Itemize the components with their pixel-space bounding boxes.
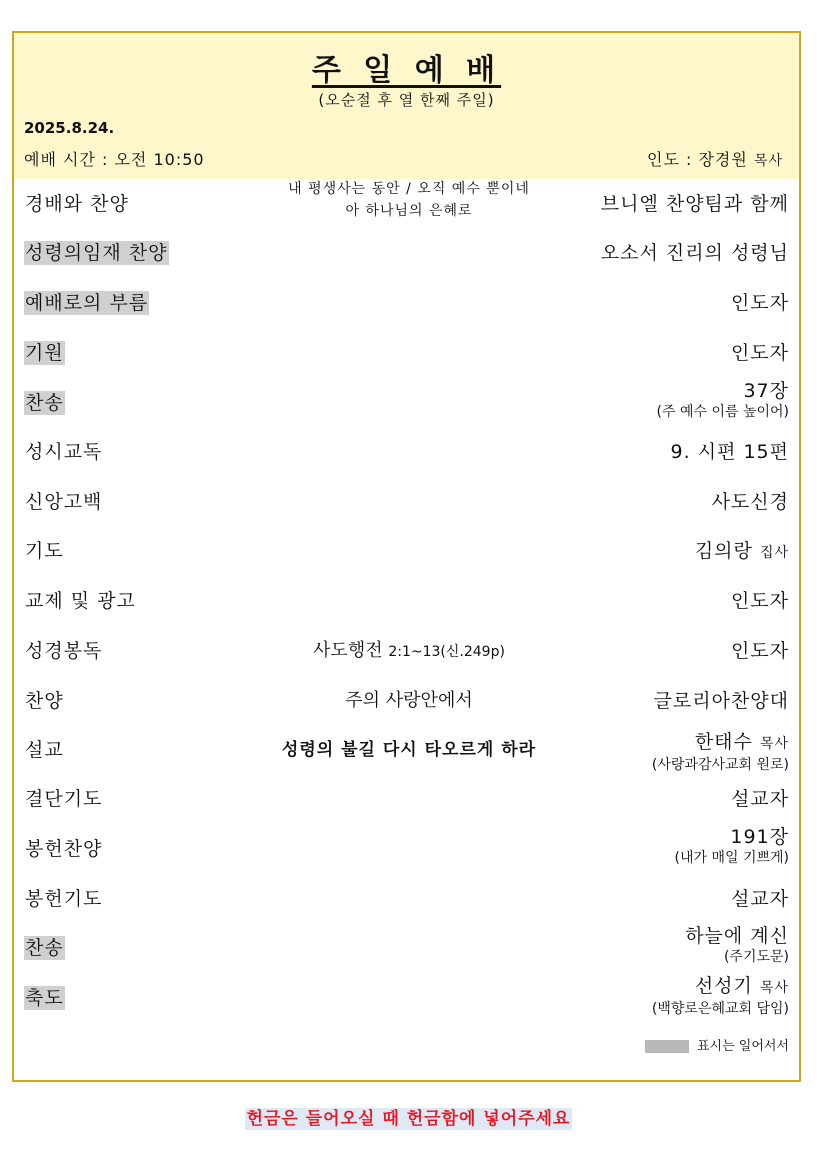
order-right: 글로리아찬양대 (653, 690, 789, 712)
order-label: 찬양 (25, 690, 64, 712)
order-right: 한태수 목사 (사랑과감사교회 원로) (651, 731, 789, 773)
order-right: 오소서 진리의 성령님 (600, 242, 789, 264)
order-right: 김의랑 집사 (694, 540, 789, 562)
order-right: 인도자 (730, 292, 789, 314)
gray-swatch-icon (645, 1040, 689, 1053)
order-right: 하늘에 계신 (주기도문) (685, 925, 789, 965)
order-right: 브니엘 찬양팀과 함께 (600, 193, 789, 215)
order-middle: 사도행전 2:1~13(신.249p) (313, 640, 505, 661)
order-note: (내가 매일 기쁘게) (674, 850, 789, 866)
header-section (14, 33, 799, 179)
order-right: 설교자 (730, 888, 789, 910)
order-label: 축도 (25, 987, 64, 1009)
order-note: (사랑과감사교회 원로) (651, 757, 789, 773)
subtitle: (오순절 후 열 한째 주일) (318, 91, 495, 109)
order-label: 설교 (25, 739, 64, 761)
order-right: 설교자 (730, 788, 789, 810)
order-right: 인도자 (730, 640, 789, 662)
order-label: 성시교독 (25, 441, 103, 463)
sermon-title: 성령의 불길 다시 타오르게 하라 (281, 740, 537, 760)
order-label: 결단기도 (25, 788, 103, 810)
order-right: 사도신경 (711, 491, 789, 513)
order-note: (주기도문) (723, 949, 789, 965)
service-time: 예배 시간 : 오전 10:50 (24, 150, 205, 169)
order-note: (백향로은혜교회 담임) (651, 1001, 789, 1017)
order-label: 찬송 (25, 392, 64, 414)
standing-legend: 표시는 일어서서 (645, 1035, 789, 1054)
order-label: 경배와 찬양 (25, 193, 129, 215)
service-date: 2025.8.24. (24, 119, 115, 137)
order-label: 예배로의 부름 (25, 292, 149, 314)
order-right: 선성기 목사 (백향로은혜교회 담임) (651, 975, 789, 1017)
order-label: 봉헌기도 (25, 888, 103, 910)
order-label: 기원 (25, 342, 64, 364)
order-right: 인도자 (730, 342, 789, 364)
order-label: 찬송 (25, 937, 64, 959)
order-label: 교제 및 광고 (25, 590, 136, 612)
order-label: 성경봉독 (25, 640, 103, 662)
bulletin-frame (12, 31, 801, 1082)
order-right: 9. 시편 15편 (670, 441, 789, 463)
order-right: 37장 (주 예수 이름 높이어) (656, 380, 789, 420)
order-label: 성령의임재 찬양 (25, 242, 168, 264)
order-label: 봉헌찬양 (25, 838, 103, 860)
page-title: 주 일 예 배 (311, 53, 502, 88)
order-middle: 내 평생사는 동안 / 오직 예수 뿐이네 아 하나님의 은혜로 (288, 181, 530, 219)
order-label: 기도 (25, 540, 64, 562)
order-label: 신앙고백 (25, 491, 103, 513)
order-right: 191장 (내가 매일 기쁘게) (674, 826, 789, 866)
order-middle: 주의 사랑안에서 (345, 690, 473, 711)
service-leader: 인도 : 장경원 목사 (647, 150, 783, 169)
offering-notice: 헌금은 들어오실 때 헌금함에 넣어주세요 (246, 1109, 571, 1129)
order-note: (주 예수 이름 높이어) (656, 404, 789, 420)
order-right: 인도자 (730, 590, 789, 612)
